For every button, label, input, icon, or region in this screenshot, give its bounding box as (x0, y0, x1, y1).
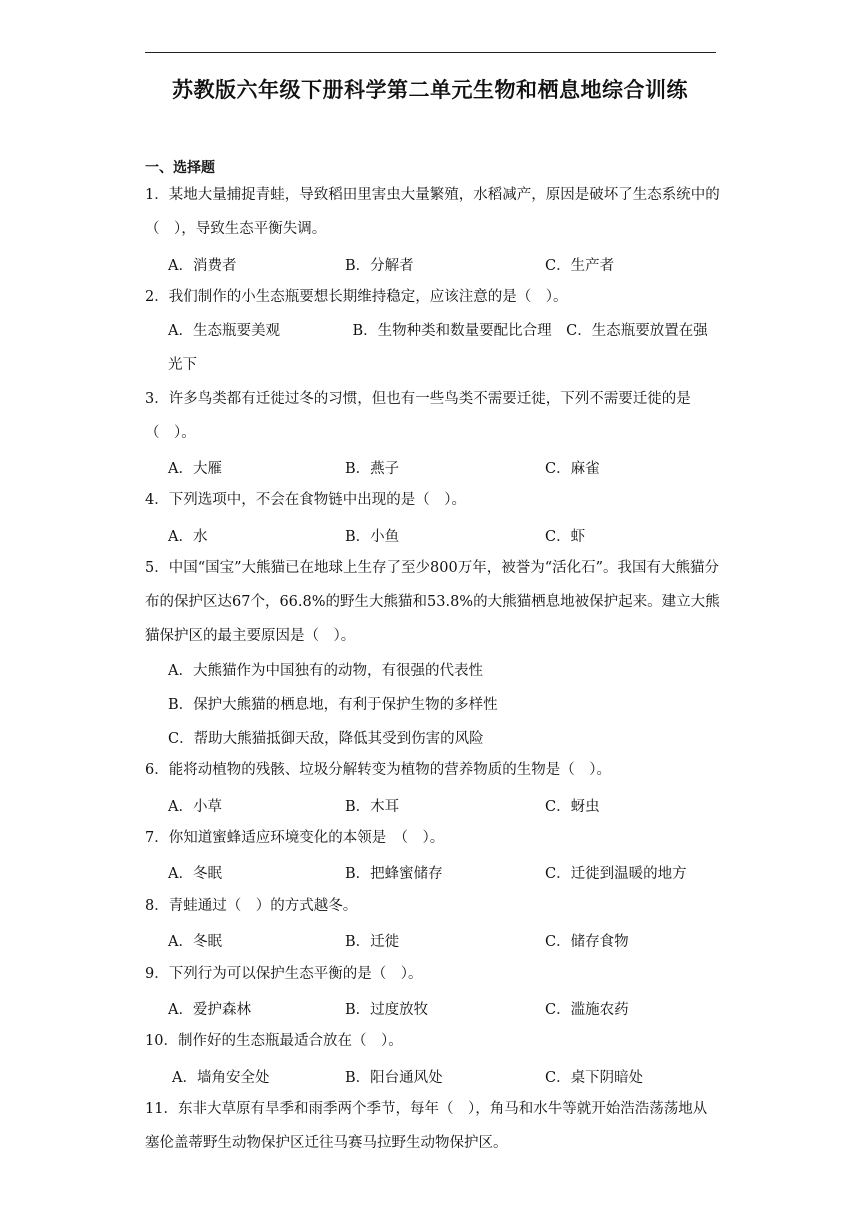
question-8: 8．青蛙通过（ ）的方式越冬。 (145, 898, 358, 914)
q4-option-b: B．小鱼 (345, 529, 400, 545)
question-4: 4．下列选项中，不会在食物链中出现的是（ ）。 (145, 492, 466, 508)
question-10: 10．制作好的生态瓶最适合放在（ ）。 (145, 1033, 403, 1049)
q3-option-a: A．大雁 (168, 461, 222, 477)
question-2: 2．我们制作的小生态瓶要想长期维持稳定，应该注意的是（ ）。 (145, 289, 568, 305)
question-5: 5．中国“国宝”大熊猫已在地球上生存了至少800万年，被誉为“活化石”。我国有大熊猫分布的保护区达67个，66.8%的野生大熊猫和53.8%的大熊猫栖息地被保护起来。建立大熊猫保护区的最主要原因是（ ）。 (145, 560, 720, 644)
page-title: 苏教版六年级下册科学第二单元生物和栖息地综合训练 (172, 78, 688, 102)
q7-option-c: C．迁徙到温暖的地方 (545, 866, 687, 882)
q7-option-a: A．冬眠 (168, 866, 222, 882)
question-3: 3．许多鸟类都有迁徙过冬的习惯，但也有一些鸟类不需要迁徙，下列不需要迁徙的是（ ）。 (145, 391, 691, 441)
q7-option-b: B．把蜂蜜储存 (345, 866, 443, 882)
question-6: 6．能将动植物的残骸、垃圾分解转变为植物的营养物质的生物是（ ）。 (145, 762, 611, 778)
q4-option-c: C．虾 (545, 529, 586, 545)
question-11: 11．东非大草原有旱季和雨季两个季节，每年（ ），角马和水牛等就开始浩浩荡荡地从塞伦盖蒂野生动物保护区迁往马赛马拉野生动物保护区。 (145, 1101, 708, 1151)
question-1: 1．某地大量捕捉青蛙，导致稻田里害虫大量繁殖，水稻减产，原因是破坏了生态系统中的（ ），导致生态平衡失调。 (145, 187, 720, 237)
q8-option-b: B．迁徙 (345, 934, 400, 950)
q5-option-b: B．保护大熊猫的栖息地，有利于保护生物的多样性 (168, 697, 498, 713)
q5-option-c: C．帮助大熊猫抵御天敌，降低其受到伤害的风险 (168, 731, 484, 747)
q1-option-a: A．消费者 (168, 258, 237, 274)
q10-option-c: C．桌下阴暗处 (545, 1070, 644, 1086)
q1-option-c: C．生产者 (545, 258, 615, 274)
q1-option-b: B．分解者 (345, 258, 414, 274)
q2-options: A．生态瓶要美观 B．生物种类和数量要配比合理 C．生态瓶要放置在强光下 (168, 323, 708, 373)
question-9: 9．下列行为可以保护生态平衡的是（ ）。 (145, 966, 423, 982)
q6-option-a: A．小草 (168, 799, 222, 815)
q9-option-c: C．滥施农药 (545, 1002, 629, 1018)
q10-option-a: A．墙角安全处 (172, 1070, 270, 1086)
q10-option-b: B．阳台通风处 (345, 1070, 443, 1086)
q8-option-c: C．储存食物 (545, 934, 629, 950)
q6-option-c: C．蚜虫 (545, 799, 600, 815)
q9-option-a: A．爱护森林 (168, 1002, 251, 1018)
q5-option-a: A．大熊猫作为中国独有的动物，有很强的代表性 (168, 663, 483, 679)
question-7: 7．你知道蜜蜂适应环境变化的本领是 （ ）。 (145, 830, 445, 846)
section-heading: 一、选择题 (145, 160, 215, 176)
q3-option-b: B．燕子 (345, 461, 400, 477)
header-rule (145, 52, 716, 53)
q8-option-a: A．冬眠 (168, 934, 222, 950)
q9-option-b: B．过度放牧 (345, 1002, 429, 1018)
q4-option-a: A．水 (168, 529, 208, 545)
q3-option-c: C．麻雀 (545, 461, 600, 477)
q6-option-b: B．木耳 (345, 799, 400, 815)
